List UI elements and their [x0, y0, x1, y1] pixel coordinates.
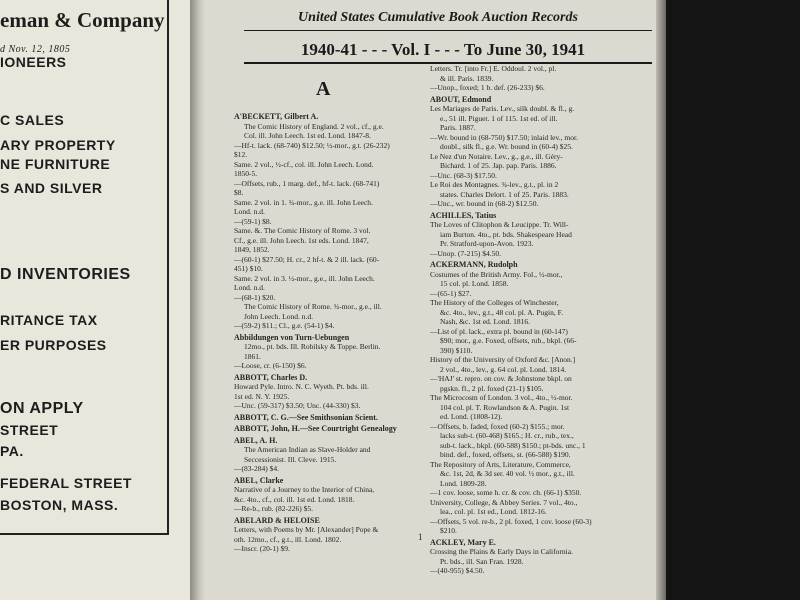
entry-line: Same. &. The Comic History of Rome. 3 vol.: [234, 226, 371, 235]
entry-line: Same. 2 vol. in 3. ½-mor., g.e., ill. John Leech.: [234, 273, 375, 283]
entry-line: —List of pl. lack., extra pl. bound in (60-147): [430, 326, 568, 336]
entry-line: e., 51 ill. Piguet. 1 of 115. 1st ed. of ill.: [440, 113, 558, 123]
entry-line: Pr. Stratford-upon-Avon. 1923.: [440, 239, 534, 248]
entry-line: & ill. Paris. 1839.: [440, 73, 494, 83]
advertisement-line: ARY PROPERTY: [0, 137, 116, 153]
advertisement-line: S AND SILVER: [0, 180, 103, 196]
entry-line: Seccessionist. Ill. Cleve. 1915.: [244, 454, 337, 464]
entry-line: Letters, with Poems by Mr. [Alexander] Pope &: [234, 525, 379, 534]
entry-line: University, College, & Abbey Series. 7 vol., 4to.,: [430, 497, 578, 507]
entry-heading: ABOUT, Edmond: [430, 94, 492, 104]
header-rule-top: [244, 30, 652, 31]
advertisement-line: d Nov. 12, 1805: [0, 44, 71, 55]
entry-line: $8.: [234, 188, 244, 197]
entry-line: The Microcosm of London. 3 vol., 4to., ½-mor.: [430, 393, 573, 402]
entry-line: Le Roi des Montagnes. ¾-lev., g.t., pl. in 2: [430, 180, 559, 189]
entry-line: —(59-1) $8.: [234, 216, 272, 226]
advertisement-line: ON APPLY: [0, 400, 84, 417]
entry-line: 1850-5.: [234, 169, 258, 178]
entry-heading: ABBOTT, John, H.—See Courtright Genealogy: [234, 424, 397, 433]
right-page: [204, 0, 656, 600]
entry-line: &c. 4to., cf., col. ill. 1st ed. Lond. 1818.: [234, 494, 355, 504]
entry-line: The Repository of Arts, Literature, Commerce,: [430, 459, 571, 469]
entry-line: History of the University of Oxford &c. [Anon.]: [430, 355, 576, 364]
entry-line: —Unc. (68-3) $17.50.: [430, 170, 497, 180]
entry-line: —Unop., foxed; 1 b. def. (26-233) $6.: [430, 83, 545, 92]
entry-line: 1861.: [244, 351, 261, 361]
advertisement-line: RITANCE TAX: [0, 312, 98, 328]
entry-heading: ACKLEY, Mary E.: [430, 537, 496, 547]
entry-line: &c. 1st, 2d, & 3d ser. 40 vol. ½ mor., g.t., ill.: [440, 469, 575, 478]
entry-heading: ACHILLES, Tatius: [430, 210, 497, 220]
entry-line: The Loves of Clitophon & Leucippe. Tr. Will-: [430, 220, 569, 229]
entry-line: 2 vol., 4to., lev., g. 64 col. pl. Lond. 1814.: [440, 364, 567, 374]
entry-line: &c. 4to., lev., g.t., 48 col. pl. A. Pugin, F.: [440, 307, 564, 317]
entry-line: The Comic History of England. 2 vol., cf., g.e.: [244, 121, 384, 131]
entry-line: Lond. n.d.: [234, 207, 265, 216]
entry-line: —(68-1) $20.: [234, 292, 276, 302]
entry-heading: ABEL, Clarke: [234, 475, 284, 485]
entry-line: —1 cov. loose, some h. cr. & cov. ch. (66-1) $350.: [430, 488, 582, 497]
section-letter: A: [316, 78, 331, 100]
left-column: [234, 110, 422, 554]
entry-heading: ABBOTT, Charles D.: [234, 372, 308, 382]
entry-line: Howard Pyle. Intro. N. C. Wyeth. Pt. bds. ill.: [234, 382, 369, 391]
entry-line: Letters. Tr. [into Fr.] E. Oddoul. 2 vol., pl.: [430, 64, 557, 73]
page-edge: [656, 0, 666, 600]
entry-heading: A'BECKETT, Gilbert A.: [234, 112, 319, 121]
entry-line: —Unc., wr. bound in (68-2) $12.50.: [430, 199, 539, 208]
entry-line: states. Charles Delort. 1 of 25. Paris. 1883.: [440, 189, 569, 199]
entry-line: Lond. 1809-28.: [440, 478, 487, 488]
entry-line: Nash, &c. 1st ed. Lond. 1816.: [440, 317, 530, 326]
entry-line: iam Burton. 4to., pt. bds. Shakespeare Head: [440, 229, 572, 239]
entry-line: Costumes of the British Army. Fol., ½-mor.,: [430, 269, 563, 279]
entry-line: 390) $110.: [440, 345, 473, 355]
entry-line: —Unc. (59-317) $3.50; Unc. (44-330) $3.: [234, 401, 361, 410]
entry-line: —Offsets, rub., 1 marg. def., hf-t. lack. (68-741): [234, 178, 380, 188]
advertisement-line: eman & Company: [0, 8, 165, 32]
advertisement-line: PA.: [0, 443, 24, 459]
right-column: [430, 64, 620, 576]
entry-line: —Unop. (7-215) $4.50.: [430, 248, 502, 258]
advertisement-line: D INVENTORIES: [0, 266, 131, 283]
entry-line: The American Indian as Slave-Holder and: [244, 445, 371, 454]
entry-line: Narrative of a Journey to the Interior of China,: [234, 485, 375, 494]
entry-line: —Re-b., rub. (82-226) $5.: [234, 504, 313, 513]
entry-line: 104 col. pl. T. Rowlandson & A. Pugin. 1st: [440, 402, 570, 412]
entry-line: Col. ill. John Leech. 1st ed. Lond. 1847-8.: [244, 131, 371, 140]
entry-heading: ABEL, A. H.: [234, 435, 278, 445]
advertisement-line: NE FURNITURE: [0, 156, 111, 172]
advertisement-line: FEDERAL STREET: [0, 475, 132, 491]
entry-heading: ACKERMANN, Rudolph: [430, 260, 518, 269]
entry-line: doubl., silk fl., g.e. Wr. bound in (60-4) $25.: [440, 142, 573, 151]
entry-line: Same. 2 vol., ½-cf., col. ill. John Leech. Lond.: [234, 159, 374, 169]
entry-line: —(59-2) $11.; Cl., g.e. (54-1) $4.: [234, 321, 335, 330]
entry-line: $210.: [440, 526, 457, 535]
entry-line: 1849, 1852.: [234, 245, 270, 254]
entry-line: Same. 2 vol. in 1. ¾-mor., g.e. ill. John Leech.: [234, 197, 373, 207]
entry-line: sub-t. lack., bkpl. (60-588) $150.; pt-bds. unc., 1: [440, 440, 586, 450]
entry-line: bind. def., foxed, offsets, st. (66-588) $190.: [440, 450, 571, 459]
entry-line: —'HAJ' st. repro. on cov. & Johnstone bkpl. on: [430, 374, 572, 383]
entry-line: —Wr. bound in (68-750) $17.50; inlaid lev., mor.: [430, 132, 578, 142]
entry-line: 12mo., pt. bds. Ill. Robilsky & Toppe. Berlin.: [244, 342, 381, 351]
entry-line: Pt. bds., ill. San Fran. 1928.: [440, 556, 524, 566]
advertisement-line: STREET: [0, 422, 59, 438]
entry-line: —Loose, cr. (6-150) $6.: [234, 361, 307, 370]
advertisement-line: ER PURPOSES: [0, 337, 107, 353]
entry-line: —(65-1) $27.: [430, 288, 472, 298]
entry-line: 15 col. pl. Lond. 1858.: [440, 279, 509, 288]
entry-line: John Leech. Lond. n.d.: [244, 311, 313, 321]
entry-line: —Offsets, b. faded, foxed (60-2) $155.; mor.: [430, 421, 565, 431]
page-number: 1: [418, 532, 423, 542]
entry-line: —Hf-t. lack. (68-740) $12.50; ½-mor., g.t. (26-232): [234, 140, 390, 150]
entry-line: —Inscr. (20-1) $9.: [234, 544, 290, 553]
entry-line: $12.: [234, 150, 248, 159]
entry-line: The History of the Colleges of Winchester,: [430, 298, 559, 307]
entry-line: 451) $10.: [234, 264, 263, 273]
entry-line: ed. Lond. (1808-12).: [440, 412, 503, 421]
entry-heading: ABELARD & HELOISE: [234, 515, 320, 525]
entry-line: Crossing the Plains & Early Days in California.: [430, 547, 573, 556]
advertisement-line: BOSTON, MASS.: [0, 497, 119, 513]
entry-line: lea., col. pl. 1st ed., Lond. 1812-16.: [440, 507, 547, 516]
advertisement-line: C SALES: [0, 112, 65, 128]
entry-heading: Abbildungen von Turn-Uebungen: [234, 332, 350, 342]
entry-line: oth. 12mo., cf., g.t., ill. Lond. 1802.: [234, 534, 342, 544]
entry-line: —(40-955) $4.50.: [430, 566, 485, 575]
entry-line: Paris. 1887.: [440, 123, 476, 132]
entry-line: lacks sub-t. (60-468) $165.; H. cr., rub., tex.,: [440, 431, 574, 440]
entry-line: Le Nez d'un Notaire. Lev., g., g.e., ill. Géry-: [430, 151, 563, 161]
entry-line: pgskn. fl., 2 pl. foxed (21-1) $105.: [440, 383, 544, 393]
entry-line: —Offsets, 5 vol. re-b., 2 pl. foxed, 1 cov. loose (60-3): [430, 516, 592, 526]
entry-line: —(60-1) $27.50; H. cr., 2 hf-t. & 2 ill. lack. (60-: [234, 254, 380, 264]
page-title: United States Cumulative Book Auction Records: [298, 10, 578, 25]
left-page: [0, 0, 196, 600]
entry-line: Lond. n.d.: [234, 283, 265, 292]
entry-line: 1st ed. N. Y. 1925.: [234, 391, 290, 401]
entry-line: Les Mariages de Paris. Lev., silk doubl. & fl., g.: [430, 104, 575, 113]
advertisement-line: IONEERS: [0, 54, 67, 70]
entry-line: —(83-284) $4.: [234, 464, 279, 473]
entry-line: $90; mor., g.e. Foxed, offsets, rub., bkpl. (66-: [440, 336, 577, 345]
volume-line: 1940-41 - - - Vol. I - - - To June 30, 1941: [300, 40, 586, 59]
entry-line: Cf., g.e. ill. John Leech. 1st eds. Lond. 1847,: [234, 235, 369, 245]
entry-heading: ABBOTT, C. G.—See Smithsonian Scient.: [234, 412, 378, 422]
entry-line: Bichard. 1 of 25. Jap. pap. Paris. 1886.: [440, 161, 557, 170]
entry-line: The Comic History of Rome. ¾-mor., g.e., ill.: [244, 302, 382, 311]
